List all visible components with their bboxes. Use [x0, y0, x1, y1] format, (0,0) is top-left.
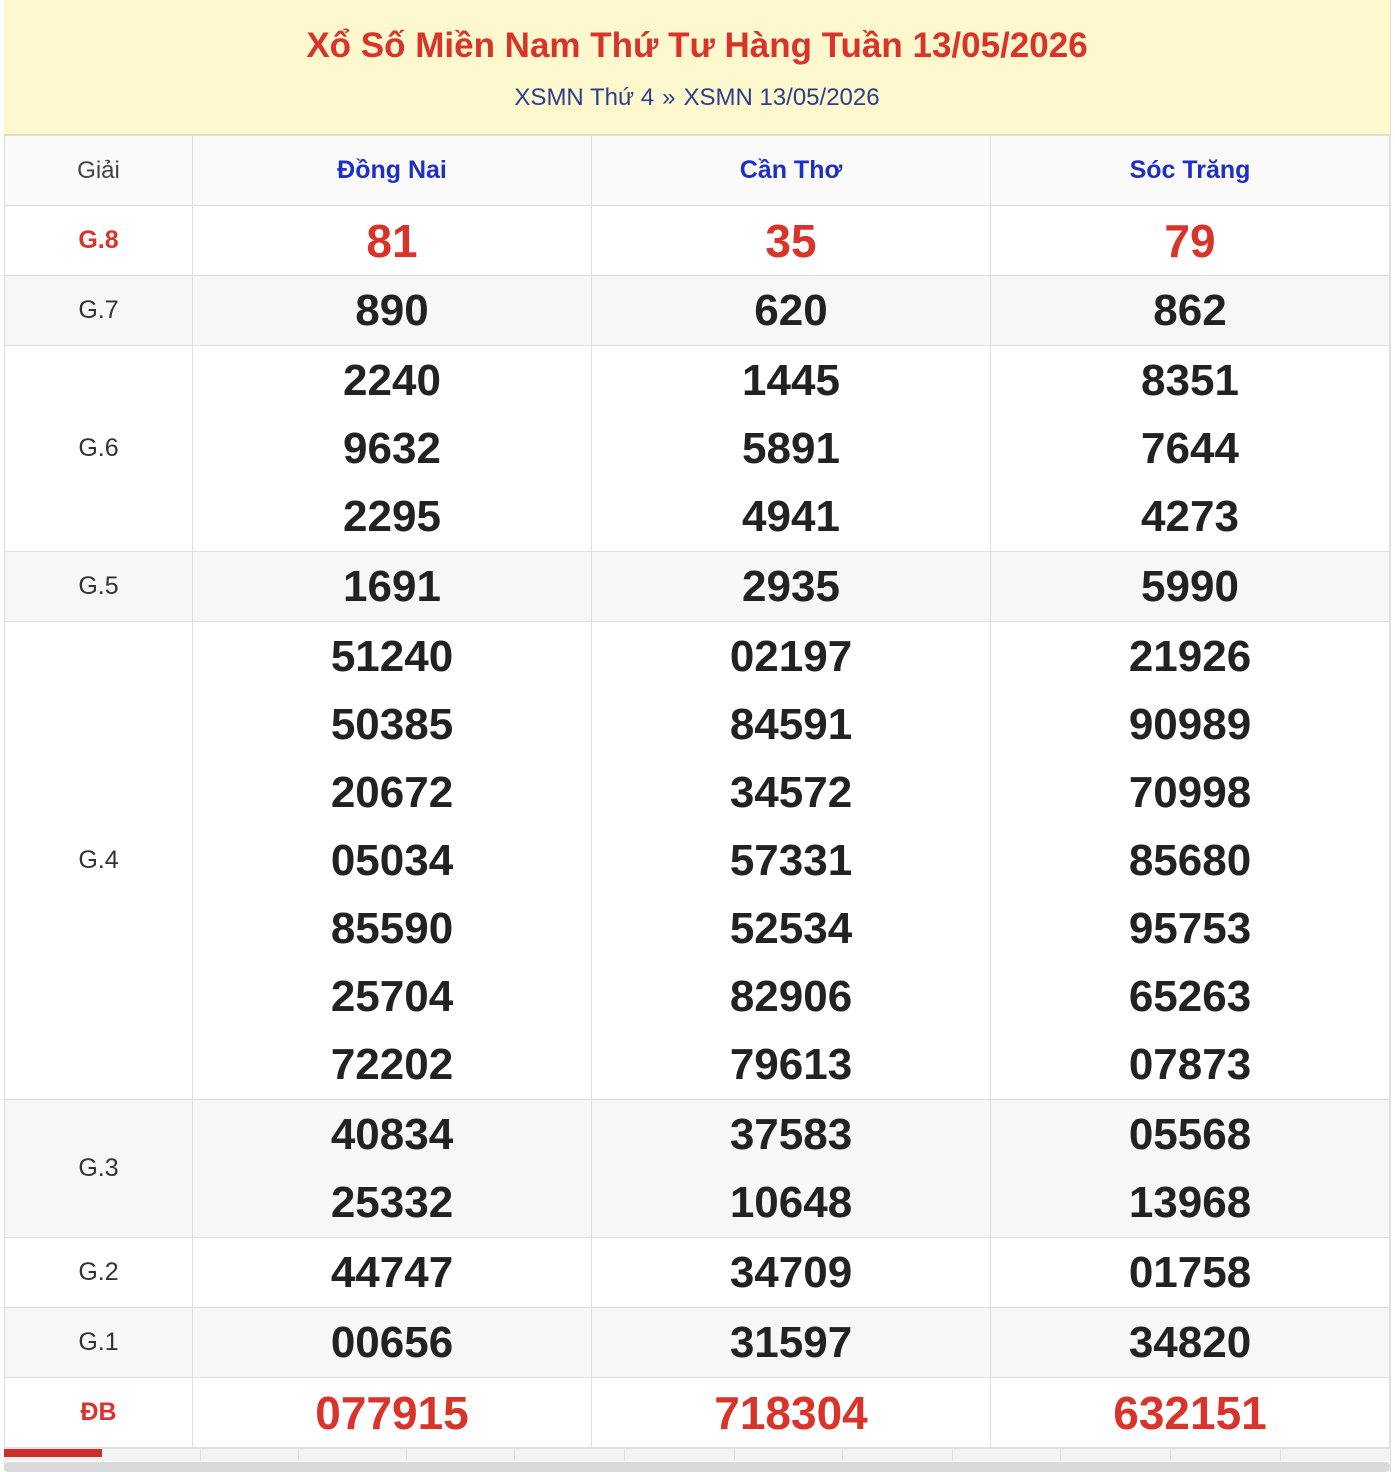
- bottom-tab-active-indicator: [4, 1449, 102, 1457]
- result-cell-dong-nai: [193, 276, 592, 346]
- results-header: [4, 0, 1390, 135]
- result-number: 90989: [1128, 699, 1252, 749]
- result-cell-can-tho: [592, 1378, 991, 1448]
- result-number: 2295: [343, 491, 441, 541]
- result-number: 632151: [1113, 1386, 1267, 1439]
- results-body: [5, 206, 1390, 1448]
- bottom-tab-divider: [842, 1449, 843, 1461]
- bottom-tab-divider: [200, 1449, 201, 1461]
- results-row: [5, 346, 1390, 552]
- result-number: 077915: [315, 1386, 469, 1439]
- bottom-tab-divider: [734, 1449, 735, 1461]
- bottom-tab-divider: [298, 1449, 299, 1461]
- province-header-soc-trang[interactable]: Sóc Trăng: [991, 136, 1390, 206]
- result-cell-soc-trang: [991, 1308, 1390, 1378]
- result-number: 718304: [714, 1386, 868, 1439]
- province-header-dong-nai[interactable]: Đồng Nai: [193, 136, 592, 206]
- result-cell-soc-trang: [991, 1238, 1390, 1308]
- result-number: 4941: [742, 491, 840, 541]
- results-row: [5, 1308, 1390, 1378]
- result-number: 34572: [729, 767, 853, 817]
- page-title: Xổ Số Miền Nam Thứ Tư Hàng Tuần 13/05/2026: [306, 26, 1088, 65]
- results-row: [5, 276, 1390, 346]
- result-number: 1445: [742, 355, 840, 405]
- result-cell-can-tho: [592, 206, 991, 276]
- result-number: 34709: [729, 1247, 853, 1297]
- result-cell-soc-trang: [991, 346, 1390, 552]
- prize-label: G.4: [5, 622, 193, 1100]
- results-row: [5, 1378, 1390, 1448]
- breadcrumb-link-weekday[interactable]: XSMN Thứ 4: [514, 84, 655, 111]
- result-number: 35: [765, 214, 817, 267]
- result-number: 07873: [1128, 1039, 1252, 1089]
- result-cell-can-tho: [592, 346, 991, 552]
- prize-column-header: Giải: [5, 136, 193, 206]
- result-number: 2935: [742, 561, 840, 611]
- result-number: 95753: [1128, 903, 1252, 953]
- result-number: 34820: [1128, 1317, 1252, 1367]
- result-cell-can-tho: [592, 622, 991, 1100]
- result-number: 57331: [729, 835, 853, 885]
- result-number: 72202: [330, 1039, 454, 1089]
- breadcrumb: [4, 84, 1390, 112]
- result-number: 01758: [1128, 1247, 1252, 1297]
- result-number: 02197: [729, 631, 853, 681]
- results-row: [5, 1238, 1390, 1308]
- bottom-tab-divider: [1170, 1449, 1171, 1461]
- result-cell-can-tho: [592, 1308, 991, 1378]
- result-cell-soc-trang: [991, 276, 1390, 346]
- result-cell-dong-nai: [193, 206, 592, 276]
- prize-label: G.2: [5, 1238, 193, 1308]
- result-cell-dong-nai: [193, 1308, 592, 1378]
- breadcrumb-separator: »: [662, 84, 676, 111]
- result-number: 25332: [330, 1177, 454, 1227]
- result-number: 79613: [729, 1039, 853, 1089]
- result-number: 4273: [1141, 491, 1239, 541]
- bottom-tab-divider: [1060, 1449, 1061, 1461]
- province-header-can-tho[interactable]: Cần Thơ: [592, 136, 991, 206]
- result-number: 37583: [729, 1109, 853, 1159]
- results-row: [5, 552, 1390, 622]
- result-number: 85590: [330, 903, 454, 953]
- result-number: 31597: [729, 1317, 853, 1367]
- prize-label: G.3: [5, 1100, 193, 1238]
- bottom-tab-divider: [514, 1449, 515, 1461]
- result-number: 40834: [330, 1109, 454, 1159]
- result-number: 5891: [742, 423, 840, 473]
- results-row: [5, 206, 1390, 276]
- result-cell-soc-trang: [991, 1100, 1390, 1238]
- bottom-tab-strip: [4, 1448, 1390, 1461]
- bottom-tab-divider: [1280, 1449, 1281, 1461]
- prize-label: G.7: [5, 276, 193, 346]
- result-number: 9632: [343, 423, 441, 473]
- result-cell-dong-nai: [193, 552, 592, 622]
- bottom-tab-divider: [624, 1449, 625, 1461]
- result-cell-dong-nai: [193, 346, 592, 552]
- result-number: 51240: [330, 631, 454, 681]
- result-number: 52534: [729, 903, 853, 953]
- result-number: 50385: [330, 699, 454, 749]
- result-number: 20672: [330, 767, 454, 817]
- result-cell-dong-nai: [193, 1378, 592, 1448]
- result-number: 7644: [1141, 423, 1239, 473]
- result-number: 00656: [330, 1317, 454, 1367]
- result-number: 81: [366, 214, 418, 267]
- result-number: 79: [1164, 214, 1216, 267]
- bottom-tab-divider: [406, 1449, 407, 1461]
- result-number: 05034: [330, 835, 454, 885]
- bottom-tab-divider: [952, 1449, 953, 1461]
- result-number: 890: [355, 285, 429, 335]
- results-header-row: [5, 136, 1390, 206]
- result-cell-can-tho: [592, 1238, 991, 1308]
- result-number: 85680: [1128, 835, 1252, 885]
- result-number: 84591: [729, 699, 853, 749]
- result-cell-dong-nai: [193, 622, 592, 1100]
- result-cell-can-tho: [592, 276, 991, 346]
- result-number: 8351: [1141, 355, 1239, 405]
- result-cell-dong-nai: [193, 1238, 592, 1308]
- prize-label: G.6: [5, 346, 193, 552]
- results-table: [4, 135, 1390, 1448]
- result-number: 70998: [1128, 767, 1252, 817]
- result-cell-soc-trang: [991, 552, 1390, 622]
- result-number: 82906: [729, 971, 853, 1021]
- result-number: 1691: [343, 561, 441, 611]
- result-cell-soc-trang: [991, 622, 1390, 1100]
- results-row: [5, 1100, 1390, 1238]
- results-row: [5, 622, 1390, 1100]
- prize-label: G.1: [5, 1308, 193, 1378]
- result-number: 21926: [1128, 631, 1252, 681]
- breadcrumb-link-date[interactable]: XSMN 13/05/2026: [683, 84, 880, 111]
- result-cell-dong-nai: [193, 1100, 592, 1238]
- horizontal-scrollbar[interactable]: [4, 1462, 1390, 1472]
- prize-label: G.5: [5, 552, 193, 622]
- result-cell-soc-trang: [991, 1378, 1390, 1448]
- result-number: 620: [754, 285, 828, 335]
- result-number: 10648: [729, 1177, 853, 1227]
- result-cell-soc-trang: [991, 206, 1390, 276]
- result-number: 25704: [330, 971, 454, 1021]
- result-cell-can-tho: [592, 1100, 991, 1238]
- prize-label: ĐB: [5, 1378, 193, 1448]
- result-number: 05568: [1128, 1109, 1252, 1159]
- result-number: 44747: [330, 1247, 454, 1297]
- result-number: 65263: [1128, 971, 1252, 1021]
- result-number: 862: [1153, 285, 1227, 335]
- result-number: 5990: [1141, 561, 1239, 611]
- result-cell-can-tho: [592, 552, 991, 622]
- prize-label: G.8: [5, 206, 193, 276]
- result-number: 2240: [343, 355, 441, 405]
- result-number: 13968: [1128, 1177, 1252, 1227]
